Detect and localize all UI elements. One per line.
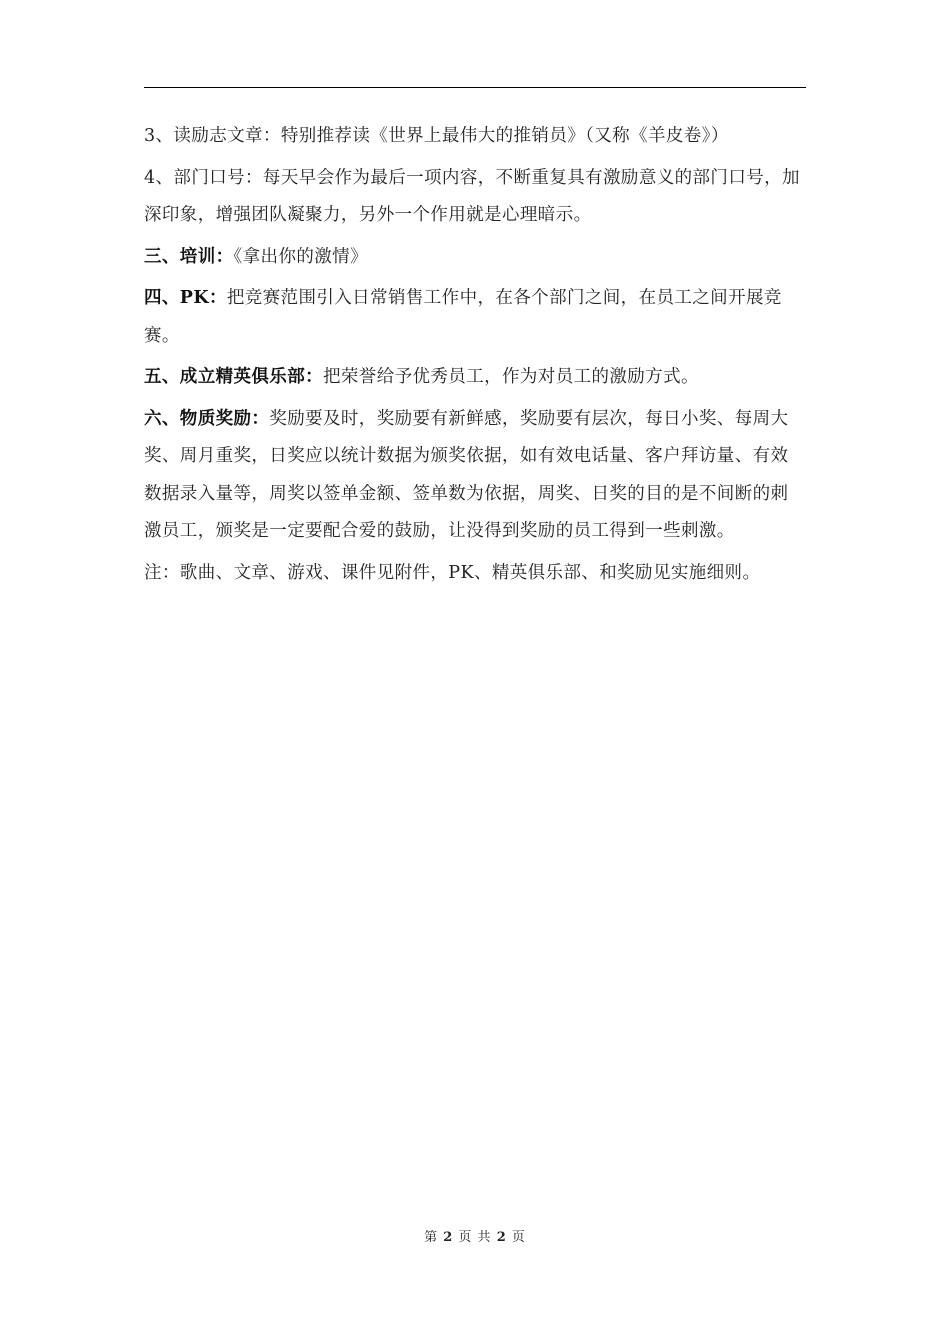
paragraph-heading: 六、物质奖励： xyxy=(144,408,270,429)
paragraph-heading: 四、PK： xyxy=(144,288,227,308)
paragraph-text: 《拿出你的激情》 xyxy=(233,246,368,267)
footer-total-pages: 2 xyxy=(496,1230,507,1245)
footer-current-page: 2 xyxy=(443,1230,454,1245)
paragraph-read-articles xyxy=(144,118,806,156)
header-rule xyxy=(144,87,806,88)
paragraph-text: 把竞赛范围引入日常销售工作中，在各个部门之间，在员工之间开展竞赛。 xyxy=(144,288,782,346)
paragraph-text: 奖励要及时，奖励要有新鲜感，奖励要有层次，每日小奖、每周大奖、周月重奖，日奖应以统计数据为颁奖依据，如有效电话量、客户拜访量、有效数据录入量等，周奖以签单金额、签单数为依据，周奖、日奖的目的是不间断的刺激员工，颁奖是一定要配合爱的鼓励，让没得到奖励的员工得到一些刺激。 xyxy=(144,408,789,541)
paragraph-text: 把荣誉给予优秀员工，作为对员工的激励方式。 xyxy=(323,367,699,387)
paragraph-elite-club xyxy=(144,359,806,397)
paragraph-training xyxy=(144,239,806,277)
paragraph-text: 注：歌曲、文章、游戏、课件见附件，PK、精英俱乐部、和奖励见实施细则。 xyxy=(144,562,761,583)
page-footer xyxy=(0,1226,950,1245)
document-body xyxy=(144,118,806,596)
paragraph-text: 3、读励志文章：特别推荐读《世界上最伟大的推销员》（又称《羊皮卷》） xyxy=(144,126,729,146)
paragraph-heading: 三、培训： xyxy=(144,246,234,267)
paragraph-department-slogan xyxy=(144,160,806,235)
paragraph-heading: 五、成立精英俱乐部： xyxy=(144,367,323,387)
paragraph-pk xyxy=(144,280,806,355)
paragraph-note xyxy=(144,555,806,593)
paragraph-material-rewards xyxy=(144,401,806,551)
paragraph-text: 4、部门口号：每天早会作为最后一项内容，不断重复具有激励意义的部门口号，加深印象，增强团队凝聚力，另外一个作用就是心理暗示。 xyxy=(144,167,800,225)
footer-middle: 页 共 xyxy=(458,1230,492,1245)
footer-suffix: 页 xyxy=(511,1230,526,1245)
footer-prefix: 第 xyxy=(424,1230,439,1245)
